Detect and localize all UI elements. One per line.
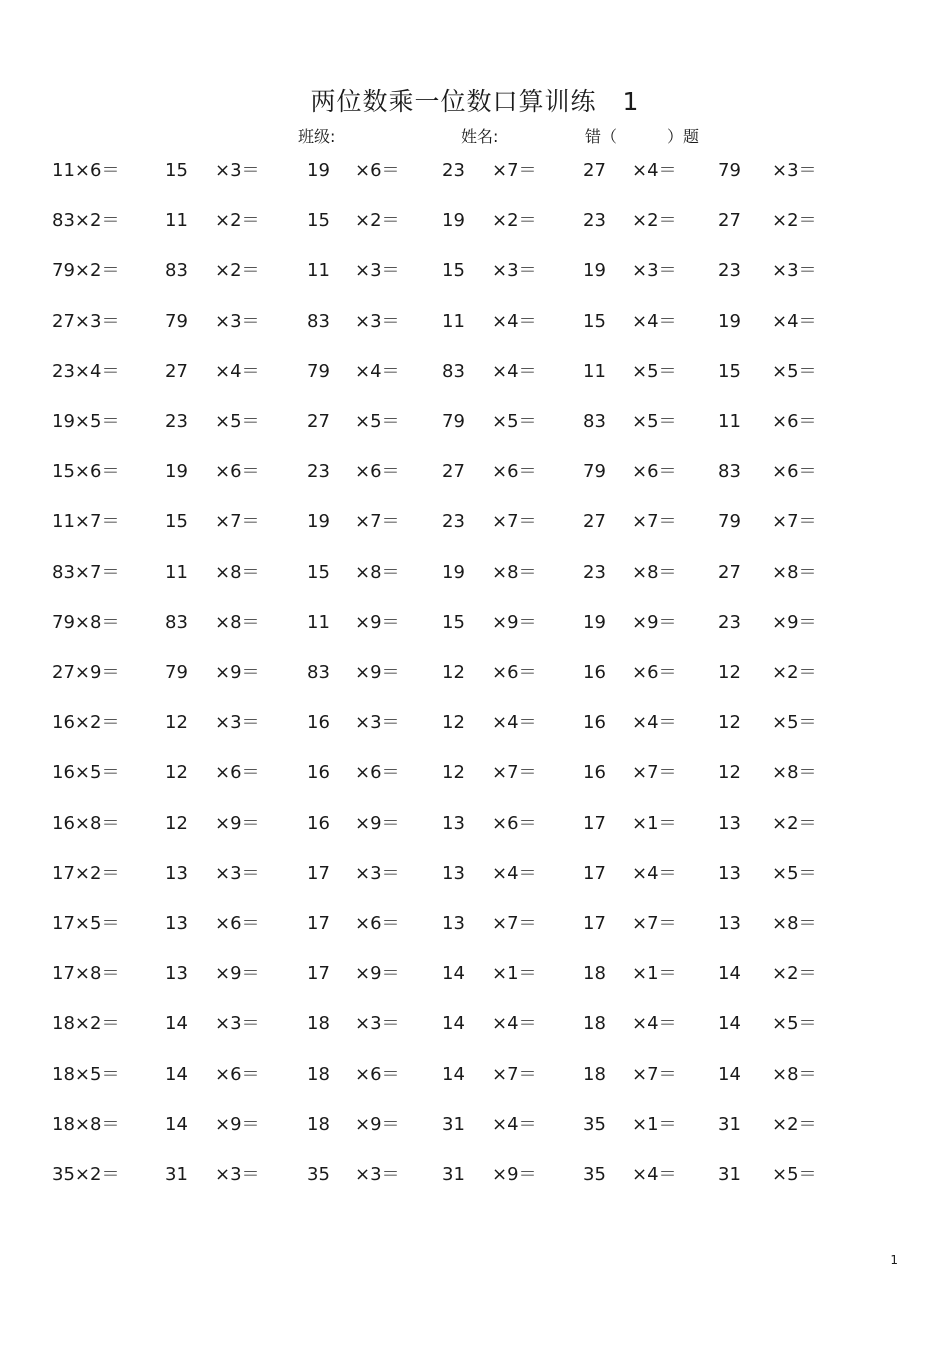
- page-number: 1: [890, 1253, 898, 1267]
- problem-row: [0, 812, 950, 836]
- problem-row: [0, 1063, 950, 1087]
- problem-row: [0, 510, 950, 534]
- problem-multiplier: ×9＝: [355, 662, 400, 683]
- problem-multiplicand: 35: [583, 1114, 606, 1135]
- problem-multiplier: ×8＝: [772, 1064, 817, 1085]
- problem-multiplicand: 27: [307, 411, 330, 432]
- problem-multiplicand: 11: [718, 411, 741, 432]
- problem-multiplier: ×9＝: [355, 1114, 400, 1135]
- problem-multiplier: ×9＝: [355, 612, 400, 633]
- problem-multiplicand: 19: [718, 311, 741, 332]
- problem-multiplier: ×8＝: [772, 762, 817, 783]
- problem-multiplicand: 14: [718, 1064, 741, 1085]
- problem-multiplicand: 13: [442, 813, 465, 834]
- problem-multiplicand: 14: [442, 1013, 465, 1034]
- problem-multiplicand: 31: [165, 1164, 188, 1185]
- wrong-suffix: ）题: [667, 127, 700, 146]
- problem-first: 16×2＝: [52, 712, 120, 733]
- problem-multiplicand: 16: [307, 762, 330, 783]
- problem-multiplier: ×6＝: [215, 762, 260, 783]
- problem-multiplicand: 15: [307, 562, 330, 583]
- problem-row: [0, 460, 950, 484]
- problem-multiplicand: 31: [442, 1114, 465, 1135]
- problem-multiplier: ×4＝: [492, 1114, 537, 1135]
- problem-multiplicand: 17: [583, 813, 606, 834]
- problem-multiplier: ×4＝: [492, 1013, 537, 1034]
- problem-multiplicand: 23: [442, 160, 465, 181]
- problem-first: 16×8＝: [52, 813, 120, 834]
- problem-multiplier: ×7＝: [492, 511, 537, 532]
- problem-multiplier: ×7＝: [355, 511, 400, 532]
- problem-multiplier: ×7＝: [215, 511, 260, 532]
- problem-first: 79×8＝: [52, 612, 120, 633]
- problem-multiplier: ×6＝: [492, 662, 537, 683]
- problem-multiplicand: 83: [307, 311, 330, 332]
- problem-multiplicand: 23: [442, 511, 465, 532]
- problem-multiplicand: 83: [718, 461, 741, 482]
- problem-multiplier: ×3＝: [355, 863, 400, 884]
- wrong-count-label: [585, 124, 699, 147]
- problem-first: 11×6＝: [52, 160, 120, 181]
- problem-multiplicand: 18: [307, 1064, 330, 1085]
- problem-multiplier: ×3＝: [355, 311, 400, 332]
- problem-multiplicand: 23: [718, 260, 741, 281]
- problem-multiplicand: 15: [165, 160, 188, 181]
- problem-multiplicand: 18: [307, 1013, 330, 1034]
- problem-first: 15×6＝: [52, 461, 120, 482]
- problem-multiplicand: 31: [718, 1114, 741, 1135]
- problem-multiplier: ×3＝: [355, 1013, 400, 1034]
- problem-multiplicand: 11: [307, 612, 330, 633]
- problem-multiplicand: 15: [165, 511, 188, 532]
- problem-multiplier: ×8＝: [772, 913, 817, 934]
- problem-multiplicand: 16: [307, 813, 330, 834]
- problem-multiplier: ×7＝: [632, 913, 677, 934]
- problem-multiplicand: 16: [307, 712, 330, 733]
- problem-multiplier: ×4＝: [492, 361, 537, 382]
- problem-multiplier: ×7＝: [772, 511, 817, 532]
- problem-multiplier: ×7＝: [492, 1064, 537, 1085]
- problem-multiplier: ×3＝: [215, 1013, 260, 1034]
- problem-multiplicand: 12: [442, 762, 465, 783]
- problem-row: [0, 661, 950, 685]
- problem-multiplicand: 14: [165, 1114, 188, 1135]
- problem-row: [0, 410, 950, 434]
- problem-multiplier: ×5＝: [772, 1164, 817, 1185]
- problem-multiplicand: 11: [583, 361, 606, 382]
- problem-multiplier: ×6＝: [355, 160, 400, 181]
- problem-first: 83×7＝: [52, 562, 120, 583]
- problem-multiplicand: 13: [718, 913, 741, 934]
- problem-multiplicand: 17: [307, 913, 330, 934]
- problem-multiplicand: 18: [583, 1013, 606, 1034]
- problem-multiplier: ×3＝: [355, 712, 400, 733]
- problem-multiplier: ×4＝: [215, 361, 260, 382]
- problem-multiplier: ×7＝: [492, 913, 537, 934]
- problem-multiplicand: 79: [442, 411, 465, 432]
- problem-multiplier: ×6＝: [632, 662, 677, 683]
- problem-multiplicand: 79: [165, 662, 188, 683]
- problem-first: 19×5＝: [52, 411, 120, 432]
- problem-first: 16×5＝: [52, 762, 120, 783]
- problem-multiplicand: 13: [718, 813, 741, 834]
- problem-multiplier: ×4＝: [492, 863, 537, 884]
- problem-multiplier: ×6＝: [215, 913, 260, 934]
- name-label: 姓名:: [461, 127, 499, 146]
- problem-multiplicand: 17: [307, 963, 330, 984]
- problem-multiplicand: 27: [718, 562, 741, 583]
- problem-row: [0, 1163, 950, 1187]
- problem-multiplier: ×1＝: [492, 963, 537, 984]
- problem-multiplier: ×8＝: [215, 612, 260, 633]
- problem-multiplier: ×8＝: [492, 562, 537, 583]
- problem-multiplier: ×9＝: [215, 1114, 260, 1135]
- problem-row: [0, 912, 950, 936]
- problem-multiplier: ×9＝: [215, 813, 260, 834]
- problem-multiplicand: 13: [165, 863, 188, 884]
- problem-multiplier: ×6＝: [492, 461, 537, 482]
- problem-multiplicand: 27: [583, 511, 606, 532]
- problem-multiplicand: 15: [583, 311, 606, 332]
- problem-multiplicand: 79: [718, 511, 741, 532]
- problem-multiplier: ×6＝: [355, 1064, 400, 1085]
- problem-multiplicand: 18: [307, 1114, 330, 1135]
- problem-multiplier: ×3＝: [632, 260, 677, 281]
- problem-multiplicand: 23: [583, 210, 606, 231]
- problem-multiplier: ×8＝: [632, 562, 677, 583]
- problem-multiplicand: 12: [718, 762, 741, 783]
- problem-multiplicand: 11: [442, 311, 465, 332]
- problem-multiplier: ×7＝: [632, 762, 677, 783]
- problem-first: 83×2＝: [52, 210, 120, 231]
- problem-multiplicand: 13: [442, 863, 465, 884]
- problem-multiplicand: 79: [165, 311, 188, 332]
- problem-multiplier: ×5＝: [492, 411, 537, 432]
- problem-multiplier: ×9＝: [355, 963, 400, 984]
- problem-multiplicand: 23: [718, 612, 741, 633]
- problem-first: 35×2＝: [52, 1164, 120, 1185]
- problem-multiplicand: 15: [307, 210, 330, 231]
- problem-row: [0, 310, 950, 334]
- problem-multiplier: ×9＝: [492, 612, 537, 633]
- problem-multiplier: ×7＝: [632, 511, 677, 532]
- problem-multiplicand: 12: [165, 813, 188, 834]
- problem-multiplier: ×4＝: [632, 712, 677, 733]
- problem-multiplicand: 83: [307, 662, 330, 683]
- problem-multiplier: ×3＝: [772, 260, 817, 281]
- problem-multiplier: ×3＝: [355, 1164, 400, 1185]
- problem-multiplicand: 23: [583, 562, 606, 583]
- problem-multiplicand: 12: [442, 712, 465, 733]
- problem-multiplier: ×2＝: [772, 662, 817, 683]
- problem-row: [0, 1113, 950, 1137]
- problem-multiplier: ×3＝: [215, 863, 260, 884]
- problem-multiplier: ×3＝: [215, 1164, 260, 1185]
- problem-multiplicand: 16: [583, 762, 606, 783]
- problem-multiplier: ×3＝: [215, 160, 260, 181]
- problem-multiplicand: 27: [165, 361, 188, 382]
- problem-multiplicand: 19: [583, 612, 606, 633]
- problem-multiplier: ×4＝: [355, 361, 400, 382]
- problem-first: 27×9＝: [52, 662, 120, 683]
- problem-row: [0, 1012, 950, 1036]
- problem-multiplicand: 79: [307, 361, 330, 382]
- problem-multiplicand: 16: [583, 662, 606, 683]
- problem-multiplier: ×4＝: [632, 1164, 677, 1185]
- problem-multiplier: ×5＝: [632, 411, 677, 432]
- problem-multiplier: ×6＝: [355, 913, 400, 934]
- problem-multiplicand: 13: [165, 913, 188, 934]
- problem-first: 23×4＝: [52, 361, 120, 382]
- problem-multiplicand: 14: [718, 963, 741, 984]
- problem-multiplier: ×5＝: [772, 361, 817, 382]
- problem-multiplicand: 14: [442, 963, 465, 984]
- problem-row: [0, 862, 950, 886]
- problem-multiplicand: 19: [307, 160, 330, 181]
- problem-row: [0, 209, 950, 233]
- problem-multiplicand: 31: [442, 1164, 465, 1185]
- problem-multiplier: ×4＝: [632, 1013, 677, 1034]
- problem-multiplier: ×2＝: [632, 210, 677, 231]
- problem-multiplier: ×6＝: [492, 813, 537, 834]
- problem-row: [0, 962, 950, 986]
- problem-multiplicand: 83: [165, 612, 188, 633]
- problem-multiplicand: 27: [583, 160, 606, 181]
- problem-multiplier: ×1＝: [632, 813, 677, 834]
- problem-multiplier: ×5＝: [215, 411, 260, 432]
- problem-multiplier: ×5＝: [355, 411, 400, 432]
- problem-multiplicand: 79: [718, 160, 741, 181]
- problem-multiplier: ×4＝: [492, 712, 537, 733]
- problem-multiplicand: 15: [442, 260, 465, 281]
- problem-multiplicand: 15: [442, 612, 465, 633]
- problem-multiplier: ×2＝: [772, 210, 817, 231]
- problem-multiplier: ×3＝: [215, 712, 260, 733]
- problem-multiplier: ×9＝: [492, 1164, 537, 1185]
- problem-multiplier: ×5＝: [772, 1013, 817, 1034]
- problem-multiplicand: 19: [442, 210, 465, 231]
- problem-multiplicand: 13: [718, 863, 741, 884]
- worksheet-title: [0, 82, 950, 118]
- problem-row: [0, 611, 950, 635]
- problem-multiplier: ×4＝: [772, 311, 817, 332]
- problem-multiplier: ×3＝: [492, 260, 537, 281]
- problem-multiplier: ×6＝: [215, 461, 260, 482]
- problem-multiplicand: 19: [307, 511, 330, 532]
- problem-multiplicand: 23: [165, 411, 188, 432]
- problem-multiplier: ×2＝: [772, 1114, 817, 1135]
- problem-multiplicand: 83: [583, 411, 606, 432]
- problem-row: [0, 259, 950, 283]
- problem-multiplier: ×5＝: [772, 863, 817, 884]
- problem-multiplicand: 11: [165, 210, 188, 231]
- problem-first: 18×8＝: [52, 1114, 120, 1135]
- problem-multiplier: ×4＝: [632, 160, 677, 181]
- problem-multiplicand: 18: [583, 1064, 606, 1085]
- problem-multiplier: ×6＝: [632, 461, 677, 482]
- problem-multiplicand: 35: [307, 1164, 330, 1185]
- problem-multiplicand: 11: [165, 562, 188, 583]
- problem-multiplicand: 16: [583, 712, 606, 733]
- problem-first: 17×2＝: [52, 863, 120, 884]
- problem-multiplicand: 14: [442, 1064, 465, 1085]
- problem-multiplier: ×2＝: [772, 963, 817, 984]
- problem-first: 17×8＝: [52, 963, 120, 984]
- problem-multiplicand: 31: [718, 1164, 741, 1185]
- problem-multiplier: ×2＝: [215, 210, 260, 231]
- problem-multiplicand: 83: [442, 361, 465, 382]
- problem-multiplicand: 14: [165, 1064, 188, 1085]
- problem-multiplicand: 12: [718, 712, 741, 733]
- problem-first: 11×7＝: [52, 511, 120, 532]
- wrong-label: 错（: [585, 127, 618, 146]
- problem-multiplier: ×4＝: [632, 863, 677, 884]
- problem-multiplier: ×9＝: [215, 963, 260, 984]
- title-number: 1: [622, 87, 640, 116]
- problem-multiplier: ×2＝: [215, 260, 260, 281]
- title-text: 两位数乘一位数口算训练: [310, 87, 597, 116]
- problem-multiplier: ×4＝: [632, 311, 677, 332]
- problem-multiplicand: 12: [718, 662, 741, 683]
- problem-multiplicand: 19: [583, 260, 606, 281]
- problem-row: [0, 561, 950, 585]
- problem-multiplicand: 11: [307, 260, 330, 281]
- problem-multiplicand: 12: [165, 712, 188, 733]
- problem-multiplier: ×2＝: [355, 210, 400, 231]
- problem-multiplier: ×3＝: [772, 160, 817, 181]
- class-label: 班级:: [298, 127, 336, 146]
- problem-first: 18×5＝: [52, 1064, 120, 1085]
- problem-multiplier: ×3＝: [355, 260, 400, 281]
- problem-first: 17×5＝: [52, 913, 120, 934]
- problem-multiplicand: 79: [583, 461, 606, 482]
- problem-multiplier: ×6＝: [772, 411, 817, 432]
- problem-multiplicand: 17: [307, 863, 330, 884]
- problem-multiplier: ×7＝: [492, 160, 537, 181]
- problem-multiplier: ×7＝: [632, 1064, 677, 1085]
- problem-multiplier: ×8＝: [355, 562, 400, 583]
- problem-multiplicand: 19: [165, 461, 188, 482]
- problem-multiplier: ×8＝: [772, 562, 817, 583]
- problem-multiplicand: 19: [442, 562, 465, 583]
- problem-multiplicand: 18: [583, 963, 606, 984]
- problem-multiplicand: 14: [165, 1013, 188, 1034]
- problem-multiplier: ×7＝: [492, 762, 537, 783]
- problem-multiplier: ×9＝: [355, 813, 400, 834]
- problem-multiplier: ×5＝: [632, 361, 677, 382]
- problem-multiplicand: 17: [583, 863, 606, 884]
- problem-multiplier: ×9＝: [215, 662, 260, 683]
- problem-row: [0, 159, 950, 183]
- problem-row: [0, 761, 950, 785]
- problem-multiplier: ×4＝: [492, 311, 537, 332]
- problem-multiplier: ×9＝: [632, 612, 677, 633]
- problem-multiplicand: 23: [307, 461, 330, 482]
- problem-multiplicand: 27: [442, 461, 465, 482]
- problem-multiplicand: 14: [718, 1013, 741, 1034]
- problem-multiplier: ×8＝: [215, 562, 260, 583]
- problem-multiplier: ×3＝: [215, 311, 260, 332]
- problem-multiplier: ×2＝: [772, 813, 817, 834]
- problem-multiplier: ×6＝: [215, 1064, 260, 1085]
- problem-multiplier: ×1＝: [632, 963, 677, 984]
- problem-multiplicand: 27: [718, 210, 741, 231]
- problem-multiplicand: 15: [718, 361, 741, 382]
- problem-multiplicand: 83: [165, 260, 188, 281]
- problem-row: [0, 711, 950, 735]
- problem-multiplier: ×9＝: [772, 612, 817, 633]
- problem-multiplier: ×6＝: [355, 762, 400, 783]
- problem-multiplier: ×6＝: [355, 461, 400, 482]
- problem-multiplicand: 12: [442, 662, 465, 683]
- problem-multiplicand: 35: [583, 1164, 606, 1185]
- problem-first: 27×3＝: [52, 311, 120, 332]
- problem-multiplier: ×1＝: [632, 1114, 677, 1135]
- problem-multiplier: ×6＝: [772, 461, 817, 482]
- problem-first: 79×2＝: [52, 260, 120, 281]
- problem-multiplicand: 17: [583, 913, 606, 934]
- problem-multiplier: ×2＝: [492, 210, 537, 231]
- problem-multiplier: ×5＝: [772, 712, 817, 733]
- problem-multiplicand: 12: [165, 762, 188, 783]
- problem-first: 18×2＝: [52, 1013, 120, 1034]
- problem-multiplicand: 13: [165, 963, 188, 984]
- problem-row: [0, 360, 950, 384]
- problem-multiplicand: 13: [442, 913, 465, 934]
